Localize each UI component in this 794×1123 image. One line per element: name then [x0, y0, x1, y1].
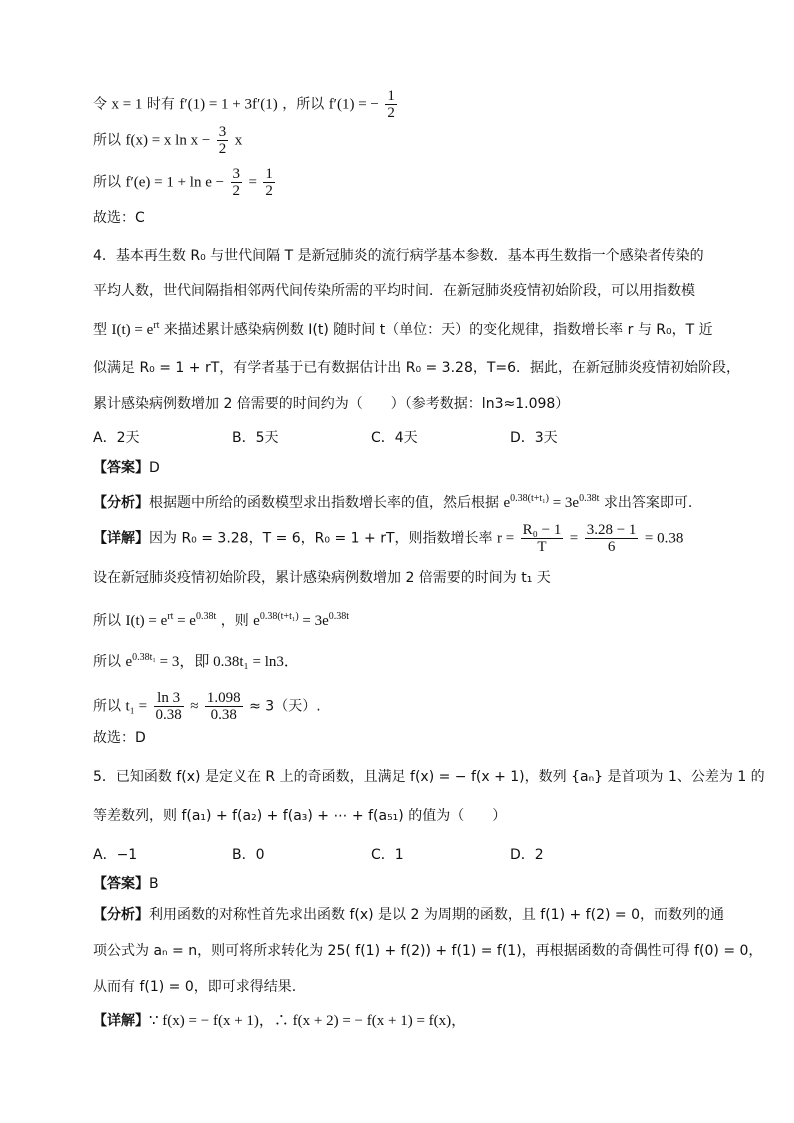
- math: ∵ f(x) = − f(x + 1)，∴ f(x + 2) = − f(x + 1) = f(x)，: [149, 1013, 467, 1029]
- superscript: 0.38t: [195, 611, 217, 622]
- math: t₁ =: [125, 698, 148, 715]
- text: 所以: [93, 174, 121, 191]
- q5-option-a: A．−1: [93, 847, 138, 863]
- denominator: 2: [218, 141, 227, 157]
- text: 令: [93, 96, 107, 113]
- superscript: 0.38(t+t₁): [510, 493, 549, 504]
- q4-stem-line-4: 似满足 R₀ = 1 + rT，有学者基于已有数据估计出 R₀ = 3.28，T=6．据此，在新冠肺炎疫情初始阶段，: [93, 360, 741, 376]
- numerator: R₀ − 1: [522, 522, 562, 538]
- q4-stem-line-1: 4．基本再生数 R₀ 与世代间隔 T 是新冠肺炎的流行病学基本参数．基本再生数指一个感染者传染的: [93, 248, 704, 264]
- q4-choice: 故选：D: [93, 730, 146, 746]
- fraction: [231, 166, 243, 199]
- q4-option-c: C．4天: [371, 430, 418, 446]
- numerator: 3: [218, 124, 227, 140]
- numerator: 3: [232, 166, 241, 182]
- math-base: I(t) = e: [111, 322, 154, 338]
- q4-detail-line-2: 设在新冠肺炎疫情初始阶段，累计感染病例数增加 2 倍需要的时间为 t₁ 天: [93, 570, 551, 586]
- math-base: e: [125, 654, 133, 670]
- math: r =: [496, 530, 515, 547]
- math-base: = 3，即 0.38t₁ = ln3．: [159, 654, 299, 670]
- math: = 0.38: [644, 530, 684, 547]
- denominator: 6: [607, 539, 616, 555]
- q4-stem-line-5: 累计感染病例数增加 2 倍需要的时间约为（ ）（参考数据：ln3≈1.098）: [93, 396, 570, 412]
- denominator: 2: [265, 183, 273, 199]
- solution-choice: 故选：C: [93, 210, 145, 226]
- q5-option-b: B．0: [232, 847, 265, 863]
- analysis-tag: 【分析】: [93, 495, 149, 511]
- detail-tag: 【详解】: [93, 530, 149, 547]
- math: [125, 654, 298, 670]
- q4-stem-line-2: 平均人数，世代间隔指相邻两代间传染所需的平均时间．在新冠肺炎疫情初始阶段，可以用指数模: [93, 283, 695, 299]
- text: 根据题中所给的函数模型求出指数增长率的值，然后根据: [149, 495, 499, 511]
- superscript: rt: [153, 320, 160, 331]
- q5-answer: [93, 874, 159, 894]
- q4-option-a: A．2天: [93, 430, 140, 446]
- denominator: 0.38: [155, 707, 182, 723]
- superscript: 0.38t: [579, 493, 600, 504]
- text: 求出答案即可.: [603, 495, 693, 511]
- q4-detail-line-4: [93, 648, 299, 672]
- q5-analysis-line-3: 从而有 f(1) = 0，即可求得结果.: [93, 979, 297, 995]
- text: ，则: [220, 613, 249, 629]
- superscript: rt: [167, 611, 174, 622]
- text: 利用函数的对称性首先求出函数 f(x) 是以 2 为周期的函数，且 f(1) + f(2) = 0，而数列的通: [149, 907, 724, 923]
- math: ≈: [190, 698, 199, 715]
- q4-answer: [93, 458, 160, 478]
- answer-value: D: [149, 460, 160, 476]
- q4-analysis: [93, 489, 692, 513]
- math: x = 1: [111, 96, 143, 113]
- math-base: e: [503, 495, 511, 511]
- math: [503, 495, 599, 511]
- fraction: [585, 522, 639, 555]
- denominator: 2: [387, 105, 395, 121]
- q5-stem-line-2: 等差数列，则 f(a₁) + f(a₂) + f(a₃) + ⋯ + f(a₅₁) 的值为（ ）: [93, 808, 507, 824]
- q4-stem-line-3: [93, 316, 713, 340]
- numerator: 1: [387, 88, 395, 104]
- q4-detail-line-5: [93, 690, 321, 723]
- math: f′(e) = 1 + ln e −: [125, 174, 225, 191]
- text: ，所以: [282, 96, 325, 113]
- solution-line-2: [93, 124, 242, 157]
- q5-analysis-line-1: [93, 905, 724, 925]
- fraction: [205, 690, 243, 723]
- superscript: 0.38t: [328, 611, 350, 622]
- math-base: = e: [177, 613, 196, 629]
- math: [253, 613, 349, 629]
- superscript: 0.38t₁: [132, 652, 156, 663]
- text: 时有: [146, 96, 175, 113]
- math: f(x) = x ln x −: [125, 132, 211, 149]
- fraction: [263, 166, 275, 199]
- fraction: [154, 690, 184, 723]
- math-base: = 3e: [302, 613, 329, 629]
- numerator: 1.098: [206, 690, 241, 706]
- q5-stem-line-1: 5．已知函数 f(x) 是定义在 R 上的奇函数，且满足 f(x) = − f(x + 1)，数列 {aₙ} 是首项为 1、公差为 1 的: [93, 769, 765, 785]
- analysis-tag: 【分析】: [93, 907, 149, 923]
- detail-tag: 【详解】: [93, 1013, 149, 1029]
- math: [111, 322, 159, 338]
- q5-detail: [93, 1011, 466, 1031]
- text: ≈ 3（天）.: [249, 698, 321, 715]
- text: 因为 R₀ = 3.28，T = 6，R₀ = 1 + rT，则指数增长率: [149, 530, 493, 547]
- answer-value: B: [149, 876, 159, 892]
- numerator: 1: [265, 166, 273, 182]
- text: 所以: [93, 654, 121, 670]
- fraction: [385, 88, 397, 121]
- numerator: ln 3: [154, 690, 184, 707]
- denominator: 0.38: [210, 707, 237, 723]
- math: [125, 613, 216, 629]
- superscript: 0.38(t+t₁): [259, 611, 299, 622]
- math: =: [248, 174, 257, 191]
- math-base: = 3e: [552, 495, 580, 511]
- q4-option-b: B．5天: [232, 430, 279, 446]
- solution-line-1: [93, 88, 399, 121]
- math-base: I(t) = e: [125, 613, 168, 629]
- fraction: [521, 522, 564, 555]
- math: =: [569, 530, 579, 547]
- text: 来描述累计感染病例数 I(t) 随时间 t（单位：天）的变化规律，指数增长率 r 与 R₀，T 近: [163, 322, 713, 338]
- q5-option-d: D．2: [510, 847, 544, 863]
- math-base: e: [253, 613, 260, 629]
- q5-analysis-line-2: 项公式为 aₙ = n，则可将所求转化为 25( f(1) + f(2)) + f(1) = f(1)，再根据函数的奇偶性可得 f(0) = 0，: [93, 943, 763, 959]
- text: 所以: [93, 613, 121, 629]
- solution-line-3: [93, 166, 277, 199]
- denominator: T: [537, 539, 547, 555]
- numerator: 3.28 − 1: [586, 522, 637, 538]
- fraction: [217, 124, 229, 157]
- text: 所以: [93, 698, 121, 715]
- q4-option-d: D．3天: [510, 430, 558, 446]
- math: f′(1) = 1 + 3f′(1): [179, 96, 278, 113]
- math: f′(1) = −: [328, 96, 379, 113]
- q4-detail-line-3: [93, 607, 349, 631]
- answer-tag: 【答案】: [93, 460, 149, 476]
- q5-option-c: C．1: [371, 847, 404, 863]
- answer-tag: 【答案】: [93, 876, 149, 892]
- text: 所以: [93, 132, 121, 149]
- q4-detail-line-1: [93, 522, 683, 555]
- math: x: [234, 132, 243, 149]
- text: 型: [93, 322, 107, 338]
- denominator: 2: [232, 183, 241, 199]
